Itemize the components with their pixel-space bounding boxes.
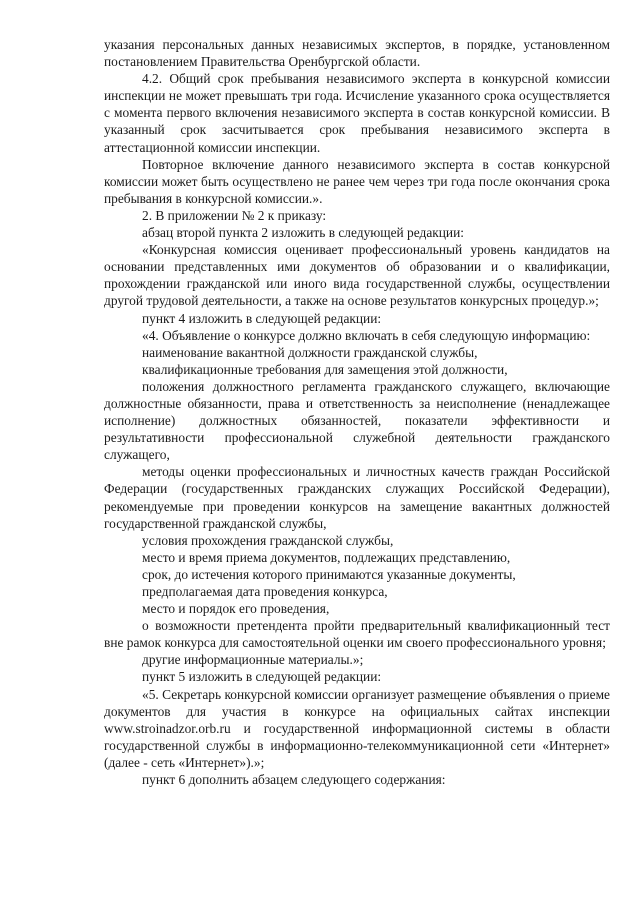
- paragraph-list-item: другие информационные материалы.»;: [142, 652, 364, 668]
- paragraph-list-item: место и время приема документов, подлежащих представлению,: [142, 549, 511, 565]
- paragraph-item-2: 2. В приложении № 2 к приказу:: [142, 207, 327, 223]
- paragraph-repeat-inclusion: Повторное включение данного независимого эксперта в состав конкурсной комиссии может быть осуществлено не ранее чем через три года после окончания срока пребывания в конкурсной комиссии.».: [104, 156, 610, 206]
- paragraph-list-item: срок, до истечения которого принимаются указанные документы,: [142, 566, 516, 582]
- paragraph-point-5-edit: пункт 5 изложить в следующей редакции:: [142, 669, 382, 685]
- paragraph-list-item: о возможности претендента пройти предварительный квалификационный тест вне рамок конкурса для самостоятельной оценки им своего профессионального уровня;: [104, 618, 610, 651]
- paragraph-list-item: условия прохождения гражданской службы,: [142, 532, 394, 548]
- paragraph-abzac-2: абзац второй пункта 2 изложить в следующей редакции:: [142, 225, 464, 241]
- paragraph-list-item: предполагаемая дата проведения конкурса,: [142, 584, 388, 599]
- paragraph-continuation: указания персональных данных независимых экспертов, в порядке, установленном постановлением Правительства Оренбургской области.: [104, 37, 610, 70]
- paragraph-commission-evaluates: «Конкурсная комиссия оценивает профессиональный уровень кандидатов на основании представленных ими документов об образовании и о квалификации, прохождении гражданской или иного вида государственной службы, осуществлении другой трудовой деятельности, а также на основе результатов конкурсных процедур.»;: [104, 242, 610, 309]
- paragraph-list-item: методы оценки профессиональных и личностных качеств граждан Российской Федерации (государственных гражданских служащих Российской Федерации), рекомендуемые при проведении конкурсов на замещение вакантных должностей государственной гражданской службы,: [104, 464, 610, 531]
- paragraph-4-2: 4.2. Общий срок пребывания независимого эксперта в конкурсной комиссии инспекции не может превышать три года. Исчисление указанного срока осуществляется с момента первого включения независимого эксперта в состав конкурсной комиссии. В указанный срок засчитывается срок пребывания независимого эксперта в аттестационной комиссии инспекции.: [104, 71, 610, 155]
- paragraph-secretary: «5. Секретарь конкурсной комиссии организует размещение объявления о приеме документов для участия в конкурсе на официальных сайтах инспекции www.stroinadzor.orb.ru и государственной информационной системы в области государственной службы в информационно-телекоммуникационной сети «Интернет» (далее - сеть «Интернет»).»;: [104, 686, 610, 770]
- document-page: [104, 36, 610, 788]
- paragraph-list-item: квалификационные требования для замещения этой должности,: [142, 361, 508, 377]
- paragraph-point-6-add: пункт 6 дополнить абзацем следующего содержания:: [142, 772, 446, 788]
- paragraph-list-item: положения должностного регламента гражданского служащего, включающие должностные обязанности, права и ответственность за неисполнение (ненадлежащее исполнение) должностных обязанностей, показатели эффективности и результативности профессиональной служебной деятельности гражданского служащего,: [104, 378, 610, 463]
- paragraph-list-item: наименование вакантной должности гражданской службы,: [142, 344, 478, 360]
- paragraph-announcement: «4. Объявление о конкурсе должно включать в себя следующую информацию:: [142, 327, 591, 343]
- paragraph-point-4-edit: пункт 4 изложить в следующей редакции:: [142, 310, 382, 326]
- paragraph-list-item: место и порядок его проведения,: [142, 601, 330, 617]
